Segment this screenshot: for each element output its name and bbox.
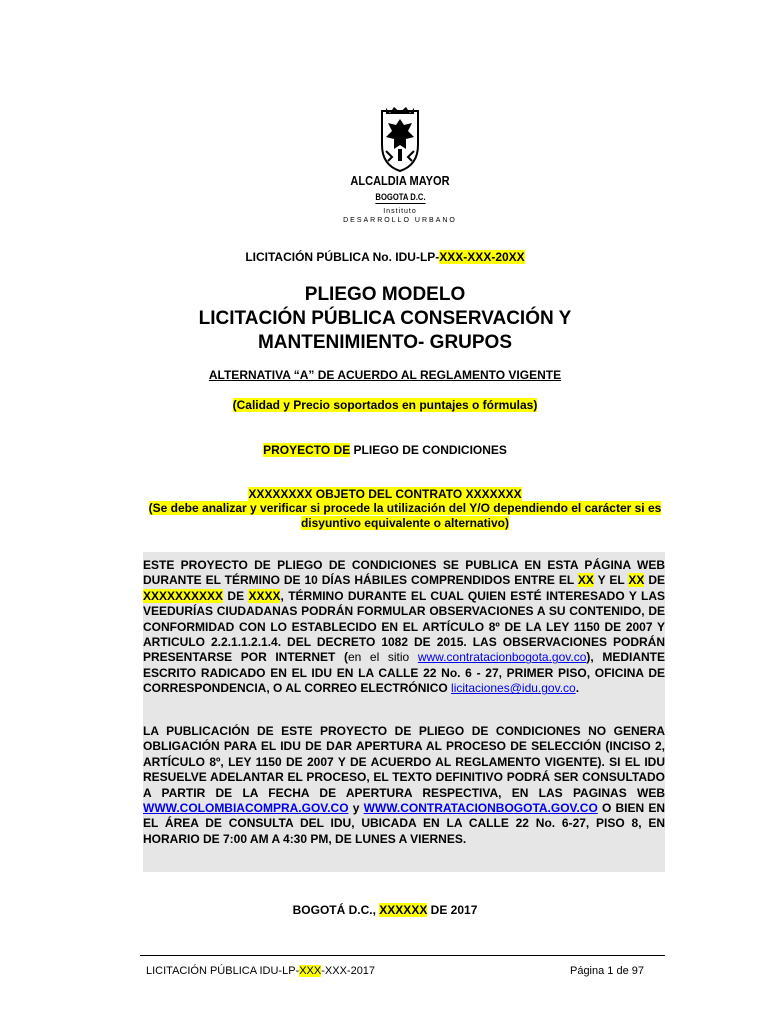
para1-text-6: ), MEDIANTE ESCRITO RADICADO EN EL IDU EN LA CALLE 22 No. 6 - 27, PRIMER PISO, OFICINA DE CORRESPONDENCIA, O AL CORREO ELECTRÓNICO (143, 650, 665, 696)
footer-reference-suffix: -XXX-2017 (321, 965, 376, 977)
contratacion-bogota-upper-link[interactable]: WWW.CONTRATACIONBOGOTA.GOV.CO (363, 801, 598, 816)
para1-text-1: ESTE PROYECTO DE PLIEGO DE CONDICIONES SE PUBLICA EN ESTA PÁGINA WEB DURANTE EL TÉRMINO DE 10 DÍAS HÁBILES COMPRENDIDOS ENTRE EL (143, 558, 665, 588)
licitacion-number-prefix: LICITACIÓN PÚBLICA No. IDU-LP- (245, 250, 440, 264)
logo-title: ALCALDIA MAYOR (350, 173, 450, 188)
para2-text-1: LA PUBLICACIÓN DE ESTE PROYECTO DE PLIEGO DE CONDICIONES NO GENERA OBLIGACIÓN PARA EL IDU DE DAR APERTURA AL PROCESO DE SELECCIÓN (INCISO 2, ARTÍCULO 8º, LEY 1150 DE 2007 Y DE ACUERDO AL REGLAMENTO VIGENTE). SI EL IDU RESUELVE ADELANTAR EL PROCESO, EL TEXTO DEFINITIVO PODRÁ SER CONSULTADO A PARTIR DE LA FECHA DE APERTURA RESPECTIVA, EN LAS PAGINAS WEB (143, 724, 665, 800)
para1-text-5: , TÉRMINO DURANTE EL CUAL QUIEN ESTÉ INTERESADO Y LAS VEEDURÍAS CIUDADANAS PODRÁN FORMULAR OBSERVACIONES A SU CONTENIDO, DE CONFORMIDAD CON LO ESTABLECIDO EN EL ARTÍCULO 8º DE LA LEY 1150 DE 2007 Y ARTICULO 2.2.1.1.2.1.4. DEL DECRETO 1082 DE 2015. LAS OBSERVACIONES PODRÁN PRESENTARSE POR INTERNET ( (143, 588, 665, 665)
para1-text-5n: en el sitio (347, 650, 418, 665)
para1-placeholder-3: XXXXXXXXXX (143, 588, 224, 603)
para1-text-4: DE (223, 588, 249, 603)
page-title (0, 283, 770, 355)
para1-text-3: DE (644, 573, 665, 588)
proyecto-heading (0, 443, 770, 457)
coat-of-arms-icon (376, 105, 424, 173)
para1-placeholder-2: XX (628, 573, 645, 588)
licitaciones-email-link[interactable]: licitaciones@idu.gov.co (451, 681, 576, 696)
proyecto-highlight: PROYECTO DE (263, 443, 351, 457)
date-line (0, 903, 770, 917)
objeto-contrato (0, 487, 770, 501)
disclaimer-paragraph (143, 724, 665, 847)
para1-placeholder-4: XXXX (248, 588, 281, 603)
title-line-3: MANTENIMIENTO- GRUPOS (257, 332, 513, 353)
para1-text-2: Y EL (593, 573, 629, 588)
analysis-note (140, 501, 670, 531)
title-line-2: LICITACIÓN PÚBLICA CONSERVACIÓN Y (198, 308, 572, 329)
page-number: Página 1 de 97 (569, 965, 644, 977)
publication-paragraph (143, 558, 665, 697)
para1-placeholder-1: XX (577, 573, 594, 588)
objeto-contrato-text: XXXXXXXX OBJETO DEL CONTRATO XXXXXXX (248, 487, 522, 501)
proyecto-rest: PLIEGO DE CONDICIONES (350, 443, 507, 457)
contratacion-bogota-link[interactable]: www.contratacionbogota.gov.co (417, 650, 587, 665)
date-suffix: DE 2017 (427, 903, 478, 917)
para2-text-2: y (348, 801, 364, 816)
calidad-note (0, 398, 770, 412)
idu-logo (340, 105, 460, 223)
licitacion-number (0, 250, 770, 264)
licitacion-number-placeholder: XXX-XXX-20XX (439, 250, 525, 264)
calidad-note-text: (Calidad y Precio soportados en puntajes o fórmulas) (232, 398, 538, 412)
alternativa-heading: ALTERNATIVA “A” DE ACUERDO AL REGLAMENTO VIGENTE (208, 368, 562, 382)
logo-institute: Instituto (383, 208, 417, 215)
date-placeholder: XXXXXX (379, 903, 428, 917)
footer-reference-placeholder: XXX (299, 965, 322, 977)
logo-institute-name: DESARROLLO URBANO (343, 217, 457, 224)
analysis-note-text: (Se debe analizar y verificar si procede la utilización del Y/O dependiendo el carácter si es disyuntivo equivalente o alternativo) (148, 501, 662, 530)
title-line-1: PLIEGO MODELO (304, 284, 466, 305)
date-prefix: BOGOTÁ D.C., (292, 903, 380, 917)
footer-reference (146, 965, 375, 977)
para1-text-7: . (575, 681, 580, 696)
footer-divider (140, 955, 665, 956)
logo-subtitle: BOGOTA D.C. (374, 192, 426, 202)
colombia-compra-link[interactable]: WWW.COLOMBIACOMPRA.GOV.CO (143, 801, 349, 816)
para2-text-3: O BIEN EN EL ÁREA DE CONSULTA DEL IDU, UBICADA EN LA CALLE 22 No. 6-27, PISO 8, EN HORARIO DE 7:00 AM A 4:30 PM, DE LUNES A VIERNES. (143, 801, 665, 846)
footer-reference-prefix: LICITACIÓN PÚBLICA IDU-LP- (146, 965, 300, 977)
